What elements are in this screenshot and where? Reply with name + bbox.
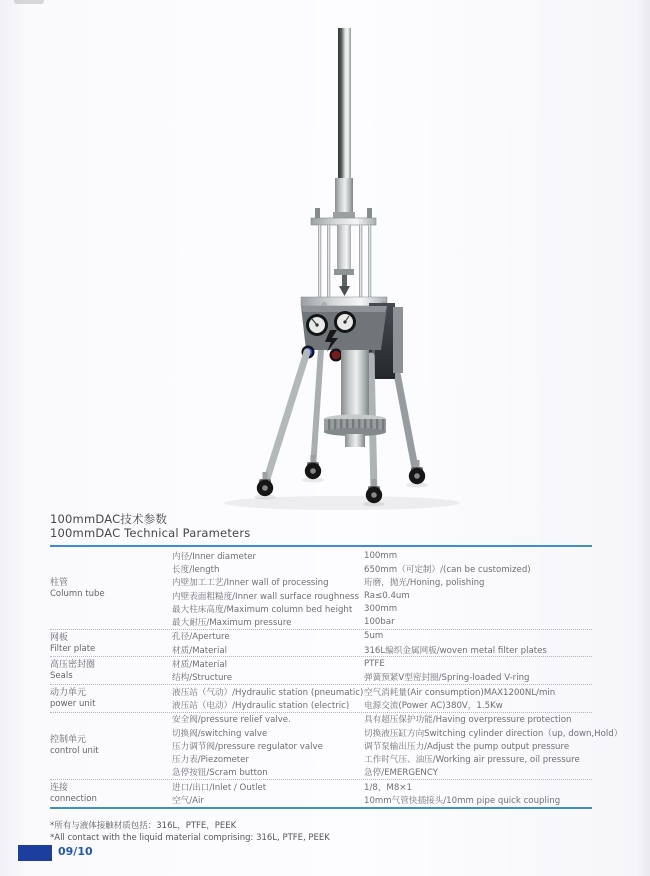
section-title-en: 100mmDAC Technical Parameters xyxy=(50,526,251,540)
page-number: 09/10 xyxy=(58,845,93,858)
spec-rows xyxy=(172,630,592,657)
spec-param: 内径/Inner diameter xyxy=(172,551,257,562)
spec-rows xyxy=(172,713,623,779)
spec-category xyxy=(50,780,172,807)
spec-row xyxy=(172,752,592,765)
spec-param: 材质/Material xyxy=(172,645,227,656)
spec-row xyxy=(172,780,592,793)
spec-value: 1/8，M8×1 xyxy=(364,782,412,793)
spec-category-zh: 高压密封圈 xyxy=(50,660,96,671)
spec-row xyxy=(172,726,623,739)
spec-category-en: Seals xyxy=(50,671,73,682)
spec-category-zh: 控制单元 xyxy=(50,735,87,746)
spec-param: 最大耐压/Maximum pressure xyxy=(172,618,292,629)
spec-row xyxy=(172,615,592,628)
red-knob xyxy=(330,349,343,362)
spec-row xyxy=(172,698,592,711)
spec-row xyxy=(172,549,592,562)
spec-param: 内壁表面粗糙度/Inner wall surface roughness xyxy=(172,591,359,602)
spec-param: 液压站（电动）/Hydraulic station (electric) xyxy=(172,700,350,711)
pressure-gauge-left xyxy=(306,314,328,336)
spec-param: 长度/length xyxy=(172,564,220,575)
spec-value: 100mm xyxy=(364,550,398,561)
spec-value: 300mm xyxy=(364,603,398,614)
section-title xyxy=(50,512,470,540)
section-title-zh: 100mmDAC技术参数 xyxy=(50,512,168,526)
spec-category-zh: 连接 xyxy=(50,782,69,793)
spec-value: 珩磨，抛光/Honing, polishing xyxy=(364,578,485,589)
spec-param: 安全阀/pressure relief valve. xyxy=(172,715,291,726)
spec-category-en: connection xyxy=(50,793,97,804)
spec-value: PTFE xyxy=(364,659,385,670)
spec-table xyxy=(50,549,623,809)
spec-value: Ra≤0.4um xyxy=(364,590,410,601)
footnote-en: *All contact with the liquid material comprising: 316L, PTFE, PEEK xyxy=(50,833,330,843)
spec-param: 压力调节阀/pressure regulator valve xyxy=(172,741,323,752)
spec-group xyxy=(50,656,592,684)
spec-param: 材质/Material xyxy=(172,660,227,671)
spec-rows xyxy=(172,657,592,684)
spec-value: 空气消耗量(Air consumption)MAX1200NL/min xyxy=(364,687,556,698)
spec-group xyxy=(50,549,592,629)
spec-row xyxy=(172,793,592,806)
spec-row xyxy=(172,630,592,643)
spec-value: 工作时气压、油压/Working air pressure, oil pressure xyxy=(364,755,580,766)
spec-category-zh: 柱管 xyxy=(50,578,69,589)
spec-category xyxy=(50,685,172,712)
spec-category-zh: 动力单元 xyxy=(50,687,87,698)
spec-category-en: power unit xyxy=(50,698,96,709)
spec-value: 弹簧预紧V型密封圈/Spring-loaded V-ring xyxy=(364,673,530,684)
spec-param: 内壁加工工艺/Inner wall of processing xyxy=(172,578,329,589)
spec-rows xyxy=(172,780,592,807)
spec-param: 切换阀/switching valve xyxy=(172,728,268,739)
spec-value: 调节泵输出压力/Adjust the pump output pressure xyxy=(364,741,570,752)
spec-group xyxy=(50,684,592,712)
spec-param: 急停按钮/Scram button xyxy=(172,768,268,779)
spec-row xyxy=(172,589,592,602)
spec-category-en: control unit xyxy=(50,746,99,757)
spec-row xyxy=(172,739,592,752)
footnotes xyxy=(50,820,330,844)
spec-value: 切换液压缸方向Switching cylinder direction（up, down,Hold） xyxy=(364,728,623,739)
spec-value: 5um xyxy=(364,631,384,642)
spec-row xyxy=(172,685,592,698)
spec-group xyxy=(50,629,592,657)
footnote-zh: *所有与液体接触材质包括：316L，PTFE，PEEK xyxy=(50,821,237,831)
spec-value: 10mm气管快插接头/10mm pipe quick coupling xyxy=(364,795,561,806)
pressure-gauge-right xyxy=(334,311,356,333)
spec-value: 电源交流(Power AC)380V，1.5Kw xyxy=(364,700,503,711)
spec-value: 具有超压保护功能/Having overpressure protection xyxy=(364,715,572,726)
spec-param: 孔径/Aperture xyxy=(172,632,230,643)
spec-category xyxy=(50,549,172,629)
spec-row xyxy=(172,562,592,575)
spec-param: 液压站（气动）/Hydraulic station (pneumatic) xyxy=(172,687,364,698)
spec-value: 650mm（可定制）/(can be customized) xyxy=(364,564,531,575)
spec-rows xyxy=(172,685,592,712)
spec-param: 空气/Air xyxy=(172,795,204,806)
spec-group xyxy=(50,712,623,779)
spec-category-en: Column tube xyxy=(50,589,105,600)
spec-row xyxy=(172,657,592,670)
spec-row xyxy=(172,643,592,656)
spec-category xyxy=(50,713,172,779)
spec-category xyxy=(50,630,172,657)
spec-category-zh: 网板 xyxy=(50,632,69,643)
spec-value: 316L编织金属网板/woven metal filter plates xyxy=(364,645,547,656)
spec-param: 压力表/Piezometer xyxy=(172,755,249,766)
spec-category-en: Filter plate xyxy=(50,643,96,654)
footer-accent-block xyxy=(18,845,52,861)
spec-rows xyxy=(172,549,592,629)
spec-param: 进口/出口/Inlet / Outlet xyxy=(172,782,267,793)
spec-value: 急停/EMERGENCY xyxy=(364,768,438,779)
spec-group xyxy=(50,779,592,807)
title-rule xyxy=(50,545,592,547)
spec-value: 100bar xyxy=(364,617,395,628)
spec-category xyxy=(50,657,172,684)
spec-row xyxy=(172,671,592,684)
spec-row xyxy=(172,576,592,589)
spec-param: 最大柱床高度/Maximum column bed height xyxy=(172,604,353,615)
spec-row xyxy=(172,713,592,726)
spec-row xyxy=(172,766,592,779)
spec-param: 结构/Structure xyxy=(172,673,233,684)
spec-row xyxy=(172,602,592,615)
